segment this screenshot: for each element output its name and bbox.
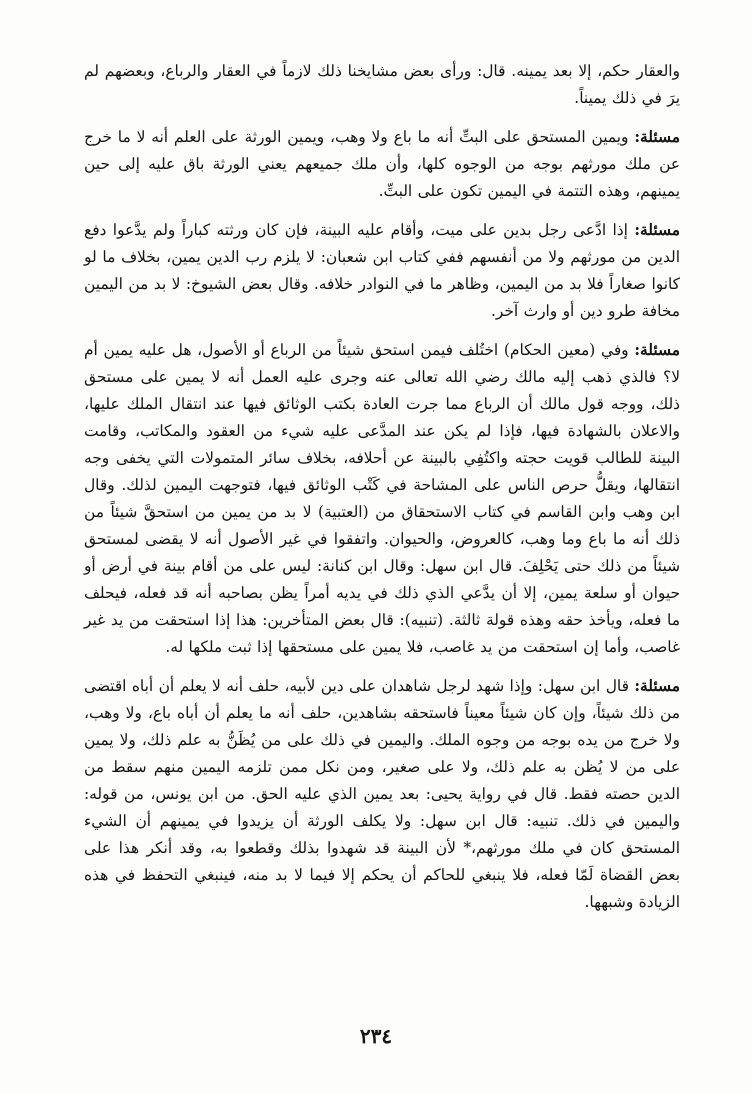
paragraph-5-text: قال ابن سهل: وإذا شهد لرجل شاهدان على دين لأبيه، حلف أنه لا يعلم أن أباه اقتضى من ذلك شيئاً، وإن كان شيئاً معيناً فاستحقه بشاهدين، حلف أنه ما يعلم أن أباه باع، ولا وهب، ولا خرج من يده بوجه من وجوه الملك. واليمين في ذلك على من يُظَنُّ به علم ذلك، ولا يمين على من لا يُظن به علم ذلك، ولا على صغير، ومن نكل ممن تلزمه اليمين منهم سقط من الدين حصته فقط. قال في رواية يحيى: بعد يمين الذي عليه الحق. من ابن يونس، من قوله: واليمين في ذلك. تنبيه: قال ابن سهل: ولا يكلف الورثة أن يزيدوا في يمينهم أن الشيء المستحق كان في ملك مورثهم،* لأن البينة قد شهدوا بذلك وقطعوا به، وقد أنكر هذا على بعض القضاة لَمّا فعله، فلا ينبغي للحاكم أن يحكم إلا فيما لا بد منه، فينبغي التحفظ في هذه الزيادة وشبهها. [84,677,680,911]
paragraph-4-lead: مسئلة: [634,341,680,359]
page-number: ٢٣٤ [359,1024,393,1048]
paragraph-3-text: إذا ادَّعى رجل بدين على ميت، وأقام عليه البينة، فإن كان ورثته كباراً ولم يدَّعوا دفع الدين من مورثهم ولا من أنفسهم ففي كتاب ابن شعبان: لا يلزم رب الدين يمين، بخلاف ما لو كانوا صغاراً فلا بد من اليمين، وظاهر ما في النوادر خلافه. وقال بعض الشيوخ: لا بد من اليمين مخافة طرو دين أو وارث آخر. [84,221,680,320]
paragraph-3-lead: مسئلة: [634,221,680,239]
paragraph-2-text: ويمين المستحق على البتِّ أنه ما باع ولا وهب، ويمين الورثة على العلم أنه لا ما خرج عن ملك مورثهم بوجه من الوجوه كلها، وأن ملك جميعهم يعني الورثة باق عليه إلى حين يمينهم، وهذه التتمة في اليمين تكون على البتِّ. [84,128,681,200]
paragraph-4-text: وفي (معين الحكام) اختُلف فيمن استحق شيئاً من الرباع أو الأصول، هل عليه يمين أم لا؟ فالذي ذهب إليه مالك رضي الله تعالى عنه وجرى عليه العمل أنه لا يمين على مستحق ذلك، ووجه قول مالك أن الرباع مما جرت العادة بكتب الوثائق فيها عند انتقال الملك عليها، والاعلان بالشهادة فيها، فإذا لم يكن عند المدَّعى عليه شيء من العقود والمكاتب، وقامت البينة للطالب قويت حجته واكتُفِي بالبينة عن أحلافه، بخلاف سائر المتمولات التي يخفى وجه انتقالها، ويقلُّ حرص الناس على المشاحة في كَتْب الوثائق فيها، فتوجهت اليمين لذلك. وقال ابن وهب وابن القاسم في كتاب الاستحقاق من (العتبية) لا بد من يمين من استحقَّ شيئاً من ذلك أنه ما باع وما وهب، كالعروض، والحيوان. واتفقوا في غير الأصول أنه لا يقضى لمستحق شيئاً من ذلك حتى يَحْلِفَ. قال ابن سهل: وقال ابن كنانة: ليس على من أقام بينة في أرض أو حيوان أو سلعة يمين، إلا أن يدَّعي الذي ذلك في يديه أمراً يظن بصاحبه أنه قد فعله، فيحلف ما فعله، ويأخذ حقه وهذه قولة ثالثة. (تنبيه): قال بعض المتأخرين: هذا إذا استحقت من يد غير غاصب، وأما إن استحقت من يد غاصب، فلا يمين على مستحقها إذا ثبت ملكها له. [84,341,680,656]
paragraph-2-lead: مسئلة: [634,128,680,146]
paragraph-5 [84,673,680,916]
paragraph-2 [84,124,680,205]
paragraph-5-lead: مسئلة: [634,677,680,695]
page-body [84,58,680,928]
paragraph-1 [84,58,680,112]
paragraph-3 [84,217,680,325]
paragraph-1-text: والعقار حكم، إلا بعد يمينه. قال: ورأى بعض مشايخنا ذلك لازماً في العقار والرباع، وبعضهم لم يرَ في ذلك يميناً. [84,62,680,107]
paragraph-4 [84,337,680,661]
